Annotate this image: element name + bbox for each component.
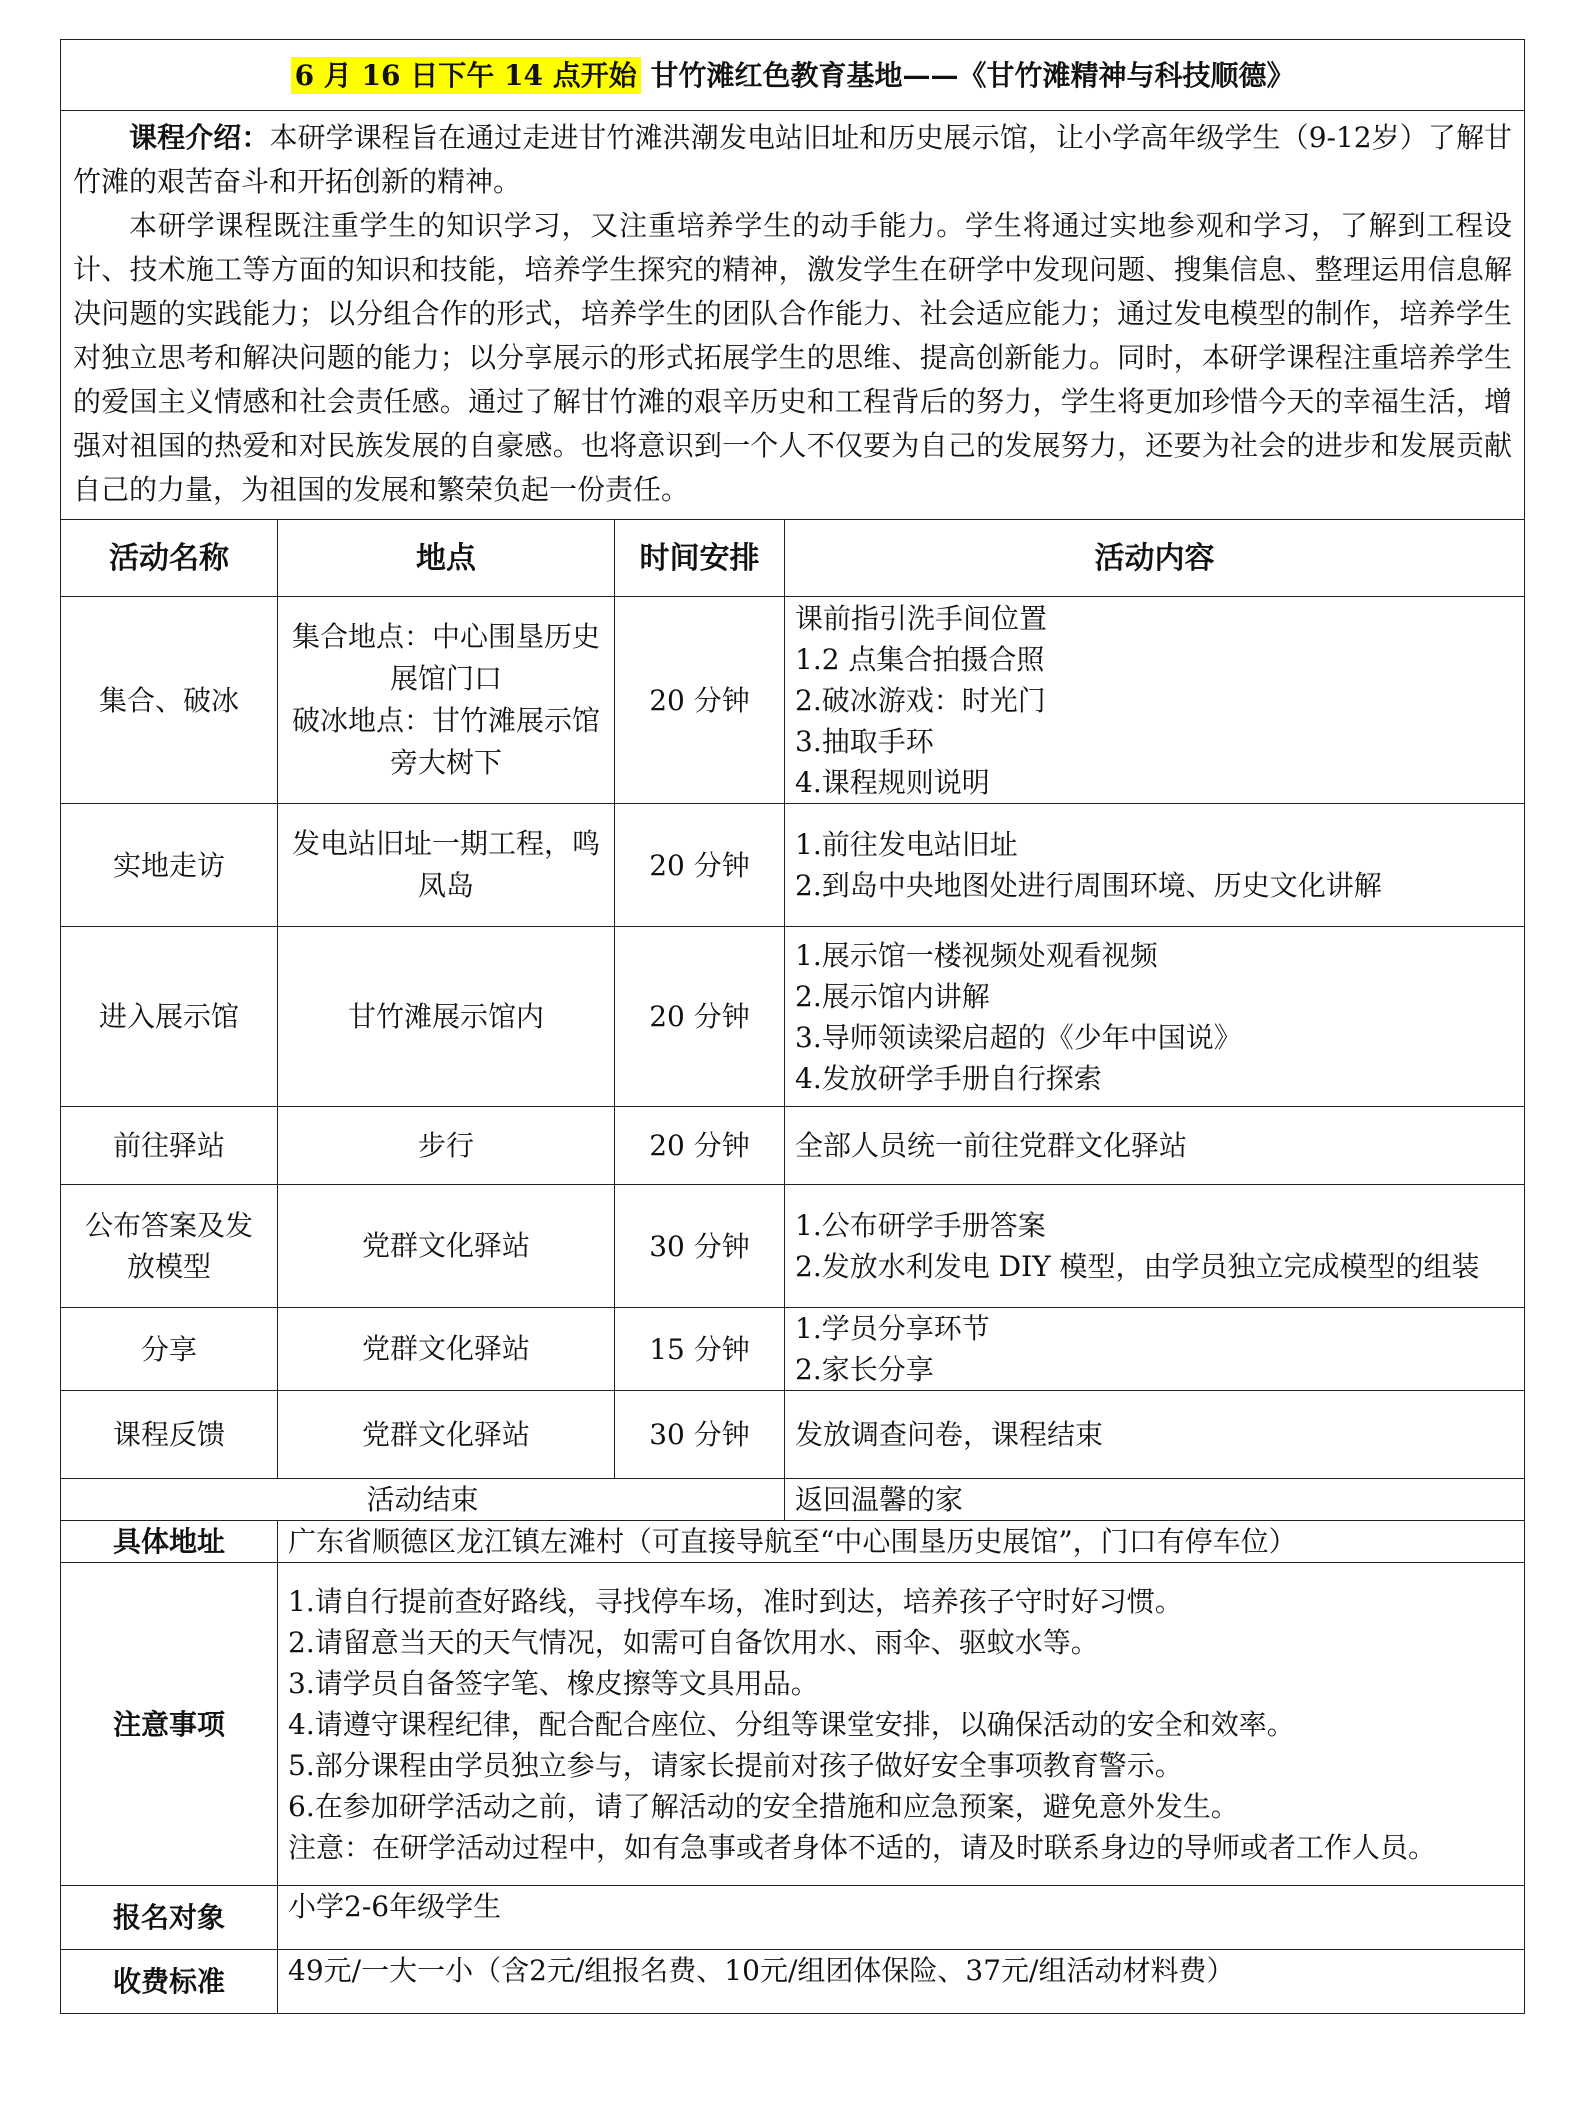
activity-content xyxy=(785,597,1525,804)
place-line: 党群文化驿站 xyxy=(361,1332,530,1365)
signup-value: 小学2-6年级学生 xyxy=(278,1886,1525,1950)
fee-label: 收费标准 xyxy=(61,1950,278,2014)
activity-time: 20 分钟 xyxy=(615,804,785,927)
activity-time: 15 分钟 xyxy=(615,1308,785,1391)
title-text: 甘竹滩红色教育基地——《甘竹滩精神与科技顺德》 xyxy=(650,58,1295,92)
end-value: 返回温馨的家 xyxy=(785,1479,1525,1521)
end-label: 活动结束 xyxy=(61,1479,785,1521)
note-item: 1.请自行提前查好路线，寻找停车场，准时到达，培养孩子守时好习惯。 xyxy=(288,1584,1183,1618)
note-item: 6.在参加研学活动之前，请了解活动的安全措施和应急预案，避免意外发生。 xyxy=(288,1789,1239,1823)
activity-content xyxy=(785,804,1525,927)
title-row xyxy=(61,40,1525,111)
place-line: 党群文化驿站 xyxy=(361,1417,530,1451)
content-line: 2.到岛中央地图处进行周围环境、历史文化讲解 xyxy=(795,869,1382,902)
content-line: 3.抽取手环 xyxy=(795,724,934,758)
activity-name: 集合、破冰 xyxy=(61,597,278,804)
activity-time: 20 分钟 xyxy=(615,1107,785,1185)
activity-time: 30 分钟 xyxy=(615,1185,785,1308)
activity-name: 前往驿站 xyxy=(61,1107,278,1185)
content-line: 1.前往发电站旧址 xyxy=(795,828,1018,861)
place-line: 步行 xyxy=(417,1128,474,1162)
header-place: 地点 xyxy=(278,520,615,597)
activity-content xyxy=(785,1308,1525,1391)
note-item: 5.部分课程由学员独立参与，请家长提前对孩子做好安全事项教育警示。 xyxy=(288,1748,1183,1782)
note-item: 2.请留意当天的天气情况，如需可自备饮用水、雨伞、驱蚊水等。 xyxy=(288,1625,1099,1659)
activity-name: 分享 xyxy=(61,1308,278,1391)
start-time-highlight: 6 月 16 日下午 14 点开始 xyxy=(291,57,641,94)
activity-content xyxy=(785,1185,1525,1308)
content-line: 2.破冰游戏：时光门 xyxy=(795,683,1046,717)
activity-place xyxy=(278,597,615,804)
activity-content xyxy=(785,1391,1525,1479)
notes-label: 注意事项 xyxy=(61,1563,278,1886)
table-row xyxy=(61,597,1525,804)
content-line: 全部人员统一前往党群文化驿站 xyxy=(795,1129,1188,1162)
activity-name: 课程反馈 xyxy=(61,1391,278,1479)
course-table xyxy=(60,39,1525,2014)
notes-row xyxy=(61,1563,1525,1886)
content-line: 2.展示馆内讲解 xyxy=(795,979,990,1013)
activity-name: 公布答案及发放模型 xyxy=(61,1185,278,1308)
place-line: 党群文化驿站 xyxy=(361,1229,530,1262)
content-line: 1.2 点集合拍摄合照 xyxy=(795,642,1045,676)
content-line: 2.发放水利发电 DIY 模型，由学员独立完成模型的组装 xyxy=(795,1250,1480,1283)
content-line: 1.展示馆一楼视频处观看视频 xyxy=(795,938,1158,972)
fee-value: 49元/一大一小（含2元/组报名费、10元/组团体保险、37元/组活动材料费） xyxy=(278,1950,1525,2014)
activity-name: 实地走访 xyxy=(61,804,278,927)
content-line: 3.导师领读梁启超的《少年中国说》 xyxy=(795,1020,1242,1054)
content-line: 2.家长分享 xyxy=(795,1353,934,1386)
address-value: 广东省顺德区龙江镇左滩村（可直接导航至“中心围垦历史展馆”，门口有停车位） xyxy=(278,1521,1525,1563)
end-row xyxy=(61,1479,1525,1521)
note-item: 4.请遵守课程纪律，配合配合座位、分组等课堂安排，以确保活动的安全和效率。 xyxy=(288,1707,1295,1741)
activity-content xyxy=(785,1107,1525,1185)
activity-name: 进入展示馆 xyxy=(61,927,278,1107)
table-row xyxy=(61,1185,1525,1308)
activity-place xyxy=(278,1308,615,1391)
intro-label: 课程介绍： xyxy=(129,121,270,154)
place-line: 发电站旧址一期工程，鸣凤岛 xyxy=(291,827,600,902)
place-line: 集合地点：中心围垦历史展馆门口 xyxy=(291,620,600,695)
activity-time: 30 分钟 xyxy=(615,1391,785,1479)
intro-row xyxy=(61,111,1525,520)
header-activity-name: 活动名称 xyxy=(61,520,278,597)
signup-label: 报名对象 xyxy=(61,1886,278,1950)
content-line: 1.学员分享环节 xyxy=(795,1312,990,1345)
fee-row xyxy=(61,1950,1525,2014)
intro-paragraph-1: 课程介绍：本研学课程旨在通过走进甘竹滩洪潮发电站旧址和历史展示馆，让小学高年级学生（9-12岁）了解甘竹滩的艰苦奋斗和开拓创新的精神。 xyxy=(73,121,1513,198)
note-item: 注意：在研学活动过程中，如有急事或者身体不适的，请及时联系身边的导师或者工作人员。 xyxy=(288,1830,1437,1864)
header-time: 时间安排 xyxy=(615,520,785,597)
place-line: 甘竹滩展示馆内 xyxy=(347,999,544,1033)
content-line: 4.课程规则说明 xyxy=(795,765,990,799)
header-content: 活动内容 xyxy=(785,520,1525,597)
activity-place xyxy=(278,1391,615,1479)
content-line: 1.公布研学手册答案 xyxy=(795,1209,1046,1242)
note-item: 3.请学员自备签字笔、橡皮擦等文具用品。 xyxy=(288,1666,819,1700)
table-row xyxy=(61,1308,1525,1391)
table-row xyxy=(61,804,1525,927)
signup-row xyxy=(61,1886,1525,1950)
activity-content xyxy=(785,927,1525,1107)
content-line: 发放调查问卷，课程结束 xyxy=(795,1418,1104,1451)
page-title xyxy=(61,40,1525,111)
table-row xyxy=(61,927,1525,1107)
activity-time: 20 分钟 xyxy=(615,597,785,804)
address-label: 具体地址 xyxy=(61,1521,278,1563)
activity-place xyxy=(278,1185,615,1308)
table-row xyxy=(61,1391,1525,1479)
intro-paragraph-2: 本研学课程既注重学生的知识学习，又注重培养学生的动手能力。学生将通过实地参观和学习，了解到工程设计、技术施工等方面的知识和技能，培养学生探究的精神，激发学生在研学中发现问题、搜集信息、整理运用信息解决问题的实践能力；以分组合作的形式，培养学生的团队合作能力、社会适应能力；通过发电模型的制作，培养学生对独立思考和解决问题的能力；以分享展示的形式拓展学生的思维、提高创新能力。同时，本研学课程注重培养学生的爱国主义情感和社会责任感。通过了解甘竹滩的艰辛历史和工程背后的努力，学生将更加珍惜今天的幸福生活，增强对祖国的热爱和对民族发展的自豪感。也将意识到一个人不仅要为自己的发展努力，还要为社会的进步和发展贡献自己的力量，为祖国的发展和繁荣负起一份责任。 xyxy=(73,209,1513,506)
activity-place xyxy=(278,927,615,1107)
address-row xyxy=(61,1521,1525,1563)
course-intro xyxy=(61,111,1525,520)
activity-place xyxy=(278,804,615,927)
table-row xyxy=(61,1107,1525,1185)
activity-place xyxy=(278,1107,615,1185)
activity-time: 20 分钟 xyxy=(615,927,785,1107)
content-line: 课前指引洗手间位置 xyxy=(795,601,1048,635)
place-line: 破冰地点：甘竹滩展示馆旁大树下 xyxy=(291,704,600,779)
table-header-row xyxy=(61,520,1525,597)
notes-content xyxy=(278,1563,1525,1886)
content-line: 4.发放研学手册自行探索 xyxy=(795,1061,1102,1095)
